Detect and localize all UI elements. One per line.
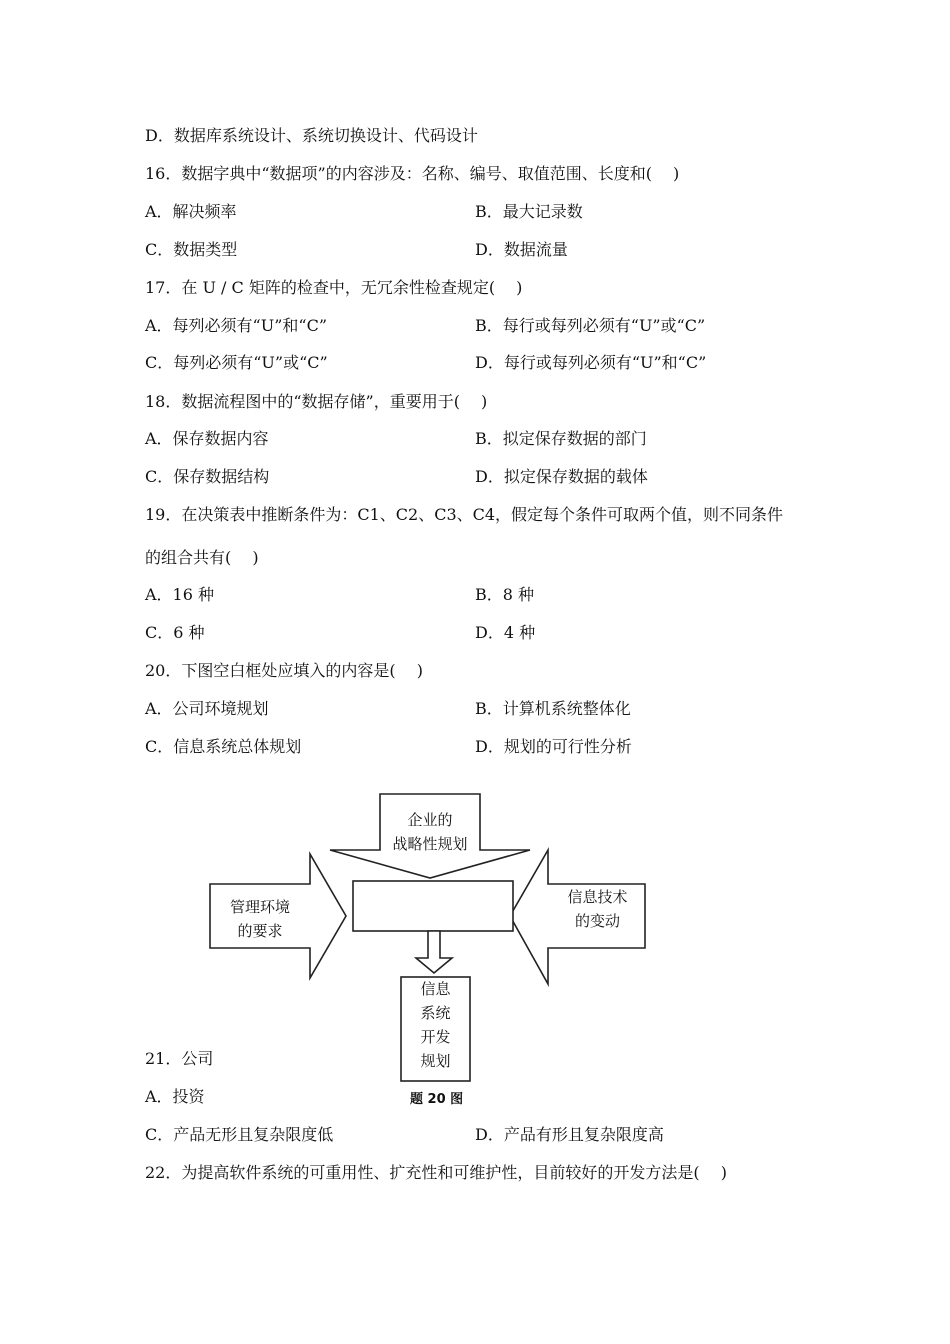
blank-box — [353, 881, 513, 931]
q17-option-c: C．每列必须有“U”或“C” — [145, 353, 328, 372]
q16-option-d: D．数据流量 — [475, 240, 568, 259]
q22-stem: 22．为提高软件系统的可重用性、扩充性和可维护性，目前较好的开发方法是( ) — [145, 1163, 727, 1182]
q20-option-b: B．计算机系统整体化 — [475, 699, 631, 718]
q21-option-a-partial: A．投资 — [145, 1087, 205, 1106]
q17-option-a: A．每列必须有“U”和“C” — [145, 316, 328, 335]
q18-stem: 18．数据流程图中的“数据存储”，重要用于( ) — [145, 392, 488, 411]
q18-option-c: C．保存数据结构 — [145, 467, 270, 486]
q21-stem-partial: 21．公司 — [145, 1049, 214, 1068]
q16-option-a: A．解决频率 — [145, 202, 237, 221]
q21-option-d: D．产品有形且复杂限度高 — [475, 1125, 664, 1144]
q15-option-d: D．数据库系统设计、系统切换设计、代码设计 — [145, 126, 478, 145]
q20-stem: 20．下图空白框处应填入的内容是( ) — [145, 661, 423, 680]
q18-option-b: B．拟定保存数据的部门 — [475, 429, 647, 448]
q17-option-b: B．每行或每列必须有“U”或“C” — [475, 316, 706, 335]
top-label-line1: 企业的 — [407, 811, 453, 829]
figure-20 — [200, 788, 650, 1118]
bottom-label-line1: 信息 — [420, 980, 451, 998]
bottom-label-line4: 规划 — [420, 1052, 451, 1070]
left-label-line1: 管理环境 — [229, 898, 290, 916]
q16-stem: 16．数据字典中“数据项”的内容涉及：名称、编号、取值范围、长度和( ) — [145, 164, 680, 183]
q17-stem: 17．在 U / C 矩阵的检查中，无冗余性检查规定( ) — [145, 278, 523, 297]
q18-option-a: A．保存数据内容 — [145, 429, 269, 448]
q19-option-c: C．6 种 — [145, 623, 205, 642]
figure-caption: 题 20 图 — [410, 1092, 464, 1107]
bottom-label-line3: 开发 — [420, 1028, 451, 1046]
left-label-line2: 的要求 — [237, 922, 283, 940]
q19-option-d: D．4 种 — [475, 623, 536, 642]
right-label-line2: 的变动 — [574, 912, 620, 930]
q16-option-c: C．数据类型 — [145, 240, 238, 259]
q19-option-a: A．16 种 — [145, 585, 215, 604]
q19-option-b: B．8 种 — [475, 585, 535, 604]
q21-option-c: C．产品无形且复杂限度低 — [145, 1125, 334, 1144]
top-label-line2: 战略性规划 — [392, 835, 468, 853]
bottom-label-line2: 系统 — [420, 1004, 451, 1022]
q16-option-b: B．最大记录数 — [475, 202, 583, 221]
q18-option-d: D．拟定保存数据的载体 — [475, 467, 648, 486]
q20-option-c: C．信息系统总体规划 — [145, 737, 302, 756]
q20-option-d: D．规划的可行性分析 — [475, 737, 632, 756]
q20-option-a: A．公司环境规划 — [145, 699, 269, 718]
q19-stem-line1: 19．在决策表中推断条件为：C1、C2、C3、C4，假定每个条件可取两个值，则不同条件 — [145, 505, 784, 524]
q19-stem-line2: 的组合共有( ) — [145, 548, 259, 567]
down-arrow — [416, 931, 452, 973]
q17-option-d: D．每行或每列必须有“U”和“C” — [475, 353, 707, 372]
right-label-line1: 信息技术 — [567, 888, 628, 906]
